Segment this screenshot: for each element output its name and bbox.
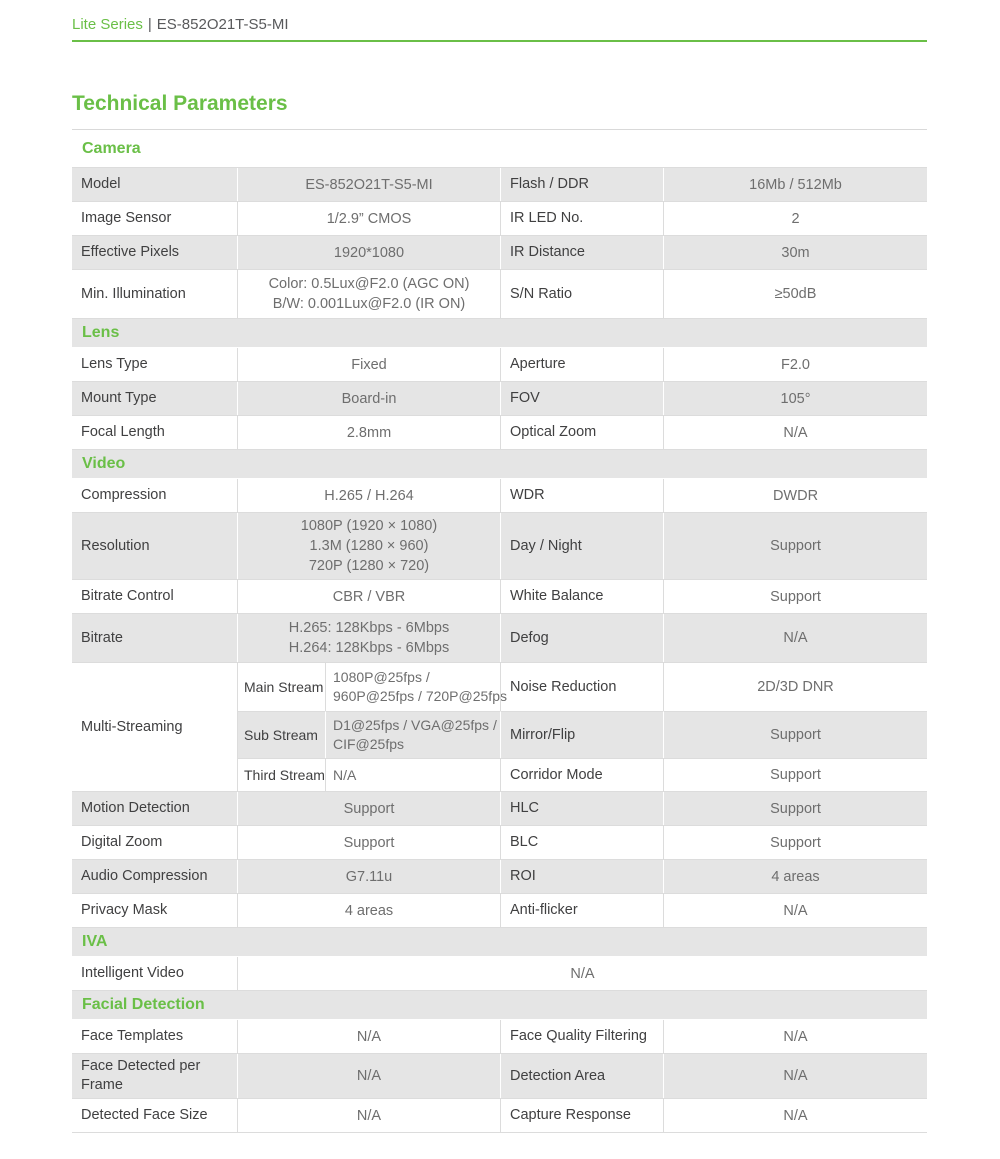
spec-value: Support <box>663 758 927 791</box>
spec-row <box>72 826 927 860</box>
spec-value: F2.0 <box>663 348 927 381</box>
spec-value: 4 areas <box>663 860 927 893</box>
series-label: Lite Series <box>72 16 143 33</box>
spec-row <box>72 479 927 513</box>
model-code: ES-852O21T-S5-MI <box>156 16 289 33</box>
spec-label: Detection Area <box>500 1054 663 1098</box>
spec-row <box>72 792 927 826</box>
spec-value: Support <box>663 580 927 613</box>
spec-row <box>72 1054 927 1099</box>
spec-row <box>72 614 927 663</box>
spec-row <box>72 168 927 202</box>
spec-row <box>72 894 927 928</box>
spec-label: Day / Night <box>500 513 663 579</box>
spec-value: N/A <box>237 1054 500 1098</box>
spec-value-multiline <box>237 614 500 662</box>
spec-value: 4 areas <box>237 894 500 927</box>
spec-label: Bitrate Control <box>81 588 174 604</box>
page-title: Technical Parameters <box>72 92 288 115</box>
spec-label: Face Templates <box>81 1028 184 1044</box>
spec-label: White Balance <box>500 580 663 613</box>
spec-value: ES-852O21T-S5-MI <box>237 168 500 201</box>
spec-row <box>72 1020 927 1054</box>
spec-row <box>72 270 927 319</box>
spec-value: 16Mb / 512Mb <box>663 168 927 201</box>
spec-value: N/A <box>663 1099 927 1132</box>
spec-value: 1/2.9” CMOS <box>237 202 500 235</box>
value-line: 1080P (1920 × 1080) <box>300 518 438 534</box>
value-line: B/W: 0.001Lux@F2.0 (IR ON) <box>272 296 466 312</box>
spec-value: Support <box>663 513 927 579</box>
spec-label: Multi-Streaming <box>81 718 183 735</box>
spec-value: N/A <box>663 614 927 662</box>
spec-label: Min. Illumination <box>81 285 186 302</box>
spec-label: Optical Zoom <box>500 416 663 449</box>
spec-label: Anti-flicker <box>500 894 663 927</box>
lens-table <box>72 348 927 450</box>
spec-row <box>72 1099 927 1133</box>
value-line: H.265: 128Kbps - 6Mbps <box>288 620 450 636</box>
spec-label: Model <box>72 168 237 201</box>
spec-label: BLC <box>500 826 663 859</box>
spec-sheet <box>72 16 927 1133</box>
spec-label: Mirror/Flip <box>500 711 663 758</box>
value-line: Color: 0.5Lux@F2.0 (AGC ON) <box>268 276 470 292</box>
spec-value: Fixed <box>237 348 500 381</box>
spec-row <box>72 416 927 450</box>
spec-label: Face Quality Filtering <box>500 1020 663 1053</box>
spec-label: Bitrate <box>72 614 237 662</box>
spec-label: Focal Length <box>81 424 165 440</box>
value-line: H.264: 128Kbps - 6Mbps <box>288 640 450 656</box>
spec-value: Support <box>663 792 927 825</box>
spec-row <box>72 202 927 236</box>
spec-row <box>72 580 927 614</box>
multi-streaming-block <box>72 663 927 792</box>
spec-value: N/A <box>663 416 927 449</box>
spec-value: N/A <box>237 957 927 990</box>
spec-label: WDR <box>500 479 663 512</box>
video-table <box>72 479 927 928</box>
spec-label: Corridor Mode <box>500 758 663 791</box>
spec-label: Flash / DDR <box>500 168 663 201</box>
spec-value: 2 <box>663 202 927 235</box>
spec-label: Digital Zoom <box>81 834 163 850</box>
spec-label: Aperture <box>500 348 663 381</box>
spec-label: Face Detected per Frame <box>72 1054 237 1098</box>
spec-row <box>72 236 927 270</box>
spec-label: Audio Compression <box>72 860 237 893</box>
spec-label: S/N Ratio <box>500 270 663 318</box>
spec-value-multiline <box>237 270 500 318</box>
spec-value: 2D/3D DNR <box>663 663 927 711</box>
value-line: 1.3M (1280 × 960) <box>309 538 429 554</box>
section-heading-video: Video <box>72 450 927 479</box>
spec-label: Defog <box>500 614 663 662</box>
spec-label: Detected Face Size <box>81 1107 208 1123</box>
spec-value: ≥50dB <box>663 270 927 318</box>
value-line: D1@25fps / VGA@25fps / <box>333 717 497 733</box>
spec-value: G7.11u <box>237 860 500 893</box>
header-separator: | <box>147 16 152 33</box>
value-line: CIF@25fps <box>333 736 405 752</box>
stream-value <box>325 711 500 758</box>
spec-label: Lens Type <box>81 356 148 372</box>
section-heading-camera: Camera <box>82 139 141 157</box>
spec-row <box>72 957 927 991</box>
stream-value <box>325 758 500 791</box>
value-line: 960P@25fps / 720P@25fps <box>333 688 507 704</box>
spec-label: Effective Pixels <box>72 236 237 269</box>
value-line: 1080P@25fps / <box>333 669 430 685</box>
spec-value: 2.8mm <box>237 416 500 449</box>
spec-value: N/A <box>663 1054 927 1098</box>
spec-label: Intelligent Video <box>81 965 184 981</box>
header-rule <box>72 40 927 42</box>
spec-value: Support <box>237 826 500 859</box>
spec-label: FOV <box>500 382 663 415</box>
spec-value: DWDR <box>663 479 927 512</box>
spec-label: IR LED No. <box>500 202 663 235</box>
section-heading-lens: Lens <box>72 319 927 348</box>
spec-label: HLC <box>500 792 663 825</box>
stream-name: Sub Stream <box>237 711 325 758</box>
stream-name: Third Stream <box>237 758 325 791</box>
spec-value: N/A <box>237 1020 500 1053</box>
section-heading-facial-detection: Facial Detection <box>72 991 927 1020</box>
value-line: 720P (1280 × 720) <box>308 558 430 574</box>
spec-value: N/A <box>237 1099 500 1132</box>
facial-detection-table <box>72 1020 927 1133</box>
section-heading-iva: IVA <box>72 928 927 957</box>
camera-table <box>72 167 927 319</box>
spec-row <box>72 860 927 894</box>
spec-label: Capture Response <box>500 1099 663 1132</box>
spec-value: Support <box>663 826 927 859</box>
spec-label: Resolution <box>72 513 237 579</box>
spec-value: 105° <box>663 382 927 415</box>
spec-label: Motion Detection <box>72 792 237 825</box>
spec-row <box>72 348 927 382</box>
spec-value: Support <box>237 792 500 825</box>
spec-value: 30m <box>663 236 927 269</box>
spec-value-multiline <box>237 513 500 579</box>
spec-label: Compression <box>81 487 167 503</box>
spec-label: Privacy Mask <box>81 902 168 918</box>
stream-name: Main Stream <box>237 663 325 711</box>
spec-label: Image Sensor <box>81 210 172 226</box>
spec-value: 1920*1080 <box>237 236 500 269</box>
spec-row <box>72 382 927 416</box>
spec-value: CBR / VBR <box>237 580 500 613</box>
spec-row <box>72 513 927 580</box>
product-header <box>72 16 927 33</box>
spec-label: Mount Type <box>72 382 237 415</box>
spec-value: N/A <box>663 894 927 927</box>
stream-value <box>325 663 507 711</box>
spec-label: Noise Reduction <box>500 663 663 711</box>
spec-value: Support <box>663 711 927 758</box>
spec-value: N/A <box>663 1020 927 1053</box>
spec-value: Board-in <box>237 382 500 415</box>
spec-label: ROI <box>500 860 663 893</box>
spec-value: H.265 / H.264 <box>237 479 500 512</box>
spec-label: IR Distance <box>500 236 663 269</box>
value-line: N/A <box>333 766 357 783</box>
